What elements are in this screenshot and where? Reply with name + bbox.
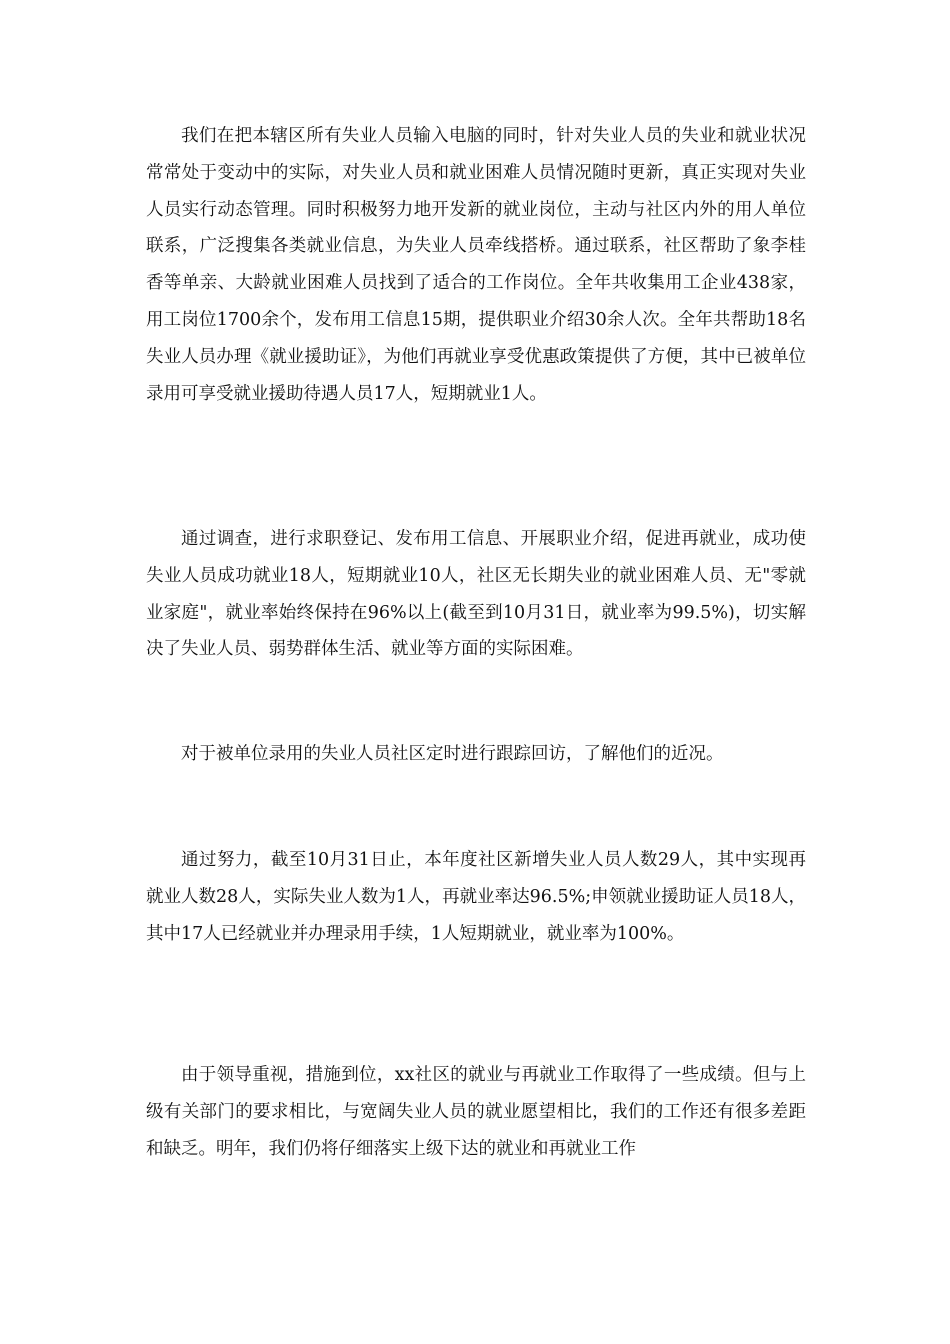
paragraph-job-info-management: 我们在把本辖区所有失业人员输入电脑的同时，针对失业人员的失业和就业状况常常处于变动中的实际，对失业人员和就业困难人员情况随时更新，真正实现对失业人员实行动态管理。同时积极努力地开发新的就业岗位，主动与社区内外的用人单位联系，广泛搜集各类就业信息，为失业人员牵线搭桥。通过联系，社区帮助了象李桂香等单亲、大龄就业困难人员找到了适合的工作岗位。全年共收集用工企业438家，用工岗位1700余个，发布用工信息15期，提供职业介绍30余人次。全年共帮助18名失业人员办理《就业援助证》，为他们再就业享受优惠政策提供了方便，其中已被单位录用可享受就业援助待遇人员17人，短期就业1人。 — [146, 126, 806, 404]
paragraph-summary-outlook: 由于领导重视，措施到位，xx社区的就业与再就业工作取得了一些成绩。但与上级有关部门的要求相比，与宽阔失业人员的就业愿望相比，我们的工作还有很多差距和缺乏。明年，我们仍将仔细落实上级下达的就业和再就业工作 — [146, 1065, 806, 1159]
paragraph-follow-up-visits: 对于被单位录用的失业人员社区定时进行跟踪回访，了解他们的近况。 — [181, 744, 724, 764]
paragraph-employment-results: 通过调查，进行求职登记、发布用工信息、开展职业介绍，促进再就业，成功使失业人员成功就业18人，短期就业10人，社区无长期失业的就业困难人员、无"零就业家庭"，就业率始终保持在96%以上(截至到10月31日，就业率为99.5%)，切实解决了失业人员、弱势群体生活、就业等方面的实际困难。 — [146, 529, 806, 660]
paragraph-annual-statistics: 通过努力，截至10月31日止，本年度社区新增失业人员人数29人，其中实现再就业人数28人，实际失业人数为1人，再就业率达96.5%;申领就业援助证人员18人，其中17人已经就业并办理录用手续，1人短期就业，就业率为100%。 — [146, 850, 806, 944]
